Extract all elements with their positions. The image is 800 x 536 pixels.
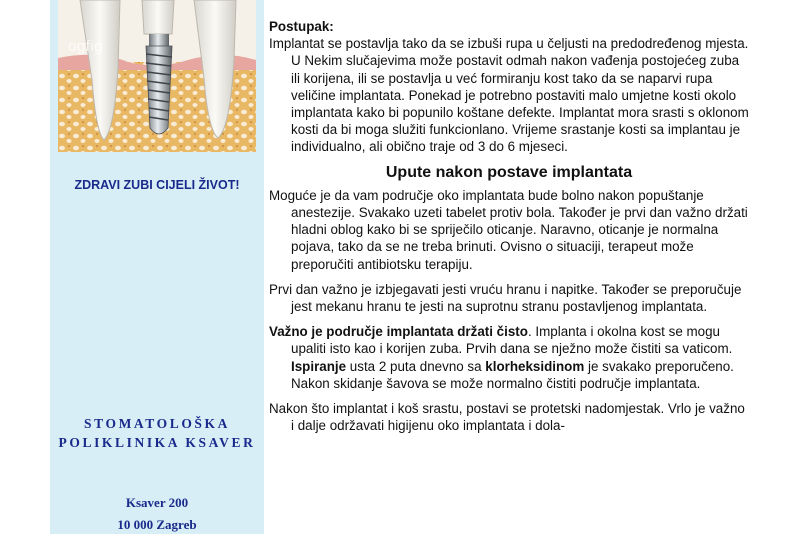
hygiene-text-b: usta 2 puta dnevno sa	[346, 358, 486, 374]
clinic-name	[50, 414, 264, 452]
clinic-name-line2: POLIKLINIKA KSAVER	[58, 435, 256, 450]
procedure-label: Postupak:	[269, 19, 334, 34]
address-city: 10 000 Zagreb	[117, 517, 197, 532]
hygiene-text-a: . Implanta i okolna kost se mogu upaliti isto kao i korijen zuba. Prvih dana se nježno može čistiti sa vaticom.	[291, 324, 733, 357]
section-heading: Upute nakon postave implantata	[385, 163, 633, 181]
sidebar	[50, 0, 264, 534]
chlorhexidine-emphasis: klorheksidinom	[485, 358, 585, 374]
address-street: Ksaver 200	[125, 495, 189, 510]
slogan: ZDRAVI ZUBI CIJELI ŽIVOT!	[74, 178, 240, 192]
paragraph-pain: Moguće je da vam područje oko implantata bude bolno nakon popuštanje anestezije. Svakako uzeti tabelet protiv bola. Također je prvi dan važno držati hladni oblog kako bi se spriječilo oticanje. Naravno, oticanje je normalna pojava, tako da se ne treba brinuti. Ovisno o situaciji, terapeut može preporučiti antibiotsku terapiju.	[269, 187, 748, 272]
rinse-emphasis: Ispiranje	[291, 358, 347, 374]
paragraph-food: Prvi dan važno je izbjegavati jesti vruću hranu i napitke. Također se preporučuje jest mekanu hranu te jesti na suprotnu stranu postavljenog implantata.	[269, 281, 742, 315]
main-content	[269, 18, 749, 442]
procedure-text: Implantat se postavlja tako da se izbuši rupa u čeljusti na predodređenog mjesta. U Nekim slučajevima može postavit odmah nakon vađenja postojećeg zuba ili korijena, ili se postavlja u već formiranju kost tako da se naparvi rupa veličine implantata. Ponekad je potrebno postaviti malo umjetne kosti okolo implantata kako bi popunilo koštane defekte. Implantat mora srasti s oklonom kosti da bi moga služiti funkcionlano. Vrijeme srastanje kosti sa implantau je individualno, ali obično traje od 3 do 6 mjeseci.	[269, 36, 749, 155]
hygiene-emphasis: Važno je područje implantata držati čisto	[269, 324, 528, 340]
paragraph-hygiene	[269, 323, 749, 392]
watermark: ogfig	[68, 38, 104, 55]
implant-illustration	[58, 0, 256, 152]
clinic-name-line1: STOMATOLOŠKA	[84, 416, 230, 431]
hygiene-text-c: je svakako preporučeno. Nakon skidanje šavova se može normalno čistiti područje implantata.	[291, 358, 734, 391]
paragraph-prosthetic: Nakon što implantat i koš srastu, postavi se protetski nadomjestak. Vrlo je važno i dalje održavati higijenu oko implantata i dola-	[269, 401, 745, 434]
clinic-address	[50, 492, 264, 536]
